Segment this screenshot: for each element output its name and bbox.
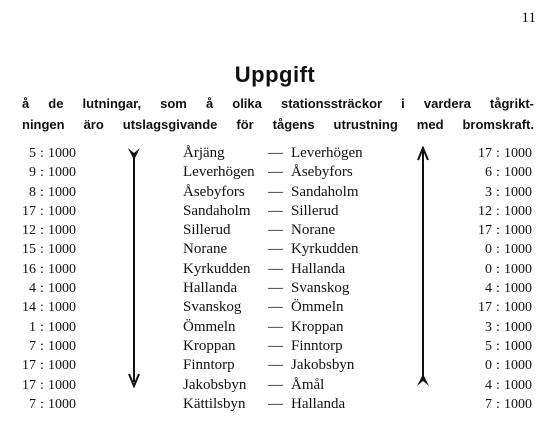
- left-gradient: [14, 337, 86, 356]
- table-row: [0, 163, 550, 182]
- left-gradient-denominator: 1000: [48, 184, 76, 200]
- left-gradient-denominator: 1000: [48, 300, 76, 316]
- station-from: Kyrkudden: [183, 260, 251, 277]
- right-gradient: [470, 163, 542, 182]
- left-gradient-numerator: 15: [22, 242, 36, 258]
- station-from: Åsebyfors: [183, 183, 245, 200]
- station-separator: —: [268, 299, 283, 316]
- ratio-colon: :: [40, 358, 44, 374]
- ratio-colon: :: [496, 377, 500, 393]
- left-gradient-numerator: 8: [29, 184, 36, 200]
- right-gradient: [470, 318, 542, 337]
- left-gradient-numerator: 17: [22, 203, 36, 219]
- station-from: Kroppan: [183, 337, 236, 354]
- ratio-colon: :: [496, 146, 500, 161]
- right-gradient-denominator: 1000: [504, 184, 532, 200]
- left-gradient-numerator: 7: [29, 338, 36, 354]
- station-to: Åsebyfors: [291, 164, 353, 181]
- table-row: [0, 144, 550, 163]
- ratio-colon: :: [40, 396, 44, 412]
- right-gradient-denominator: 1000: [504, 242, 532, 258]
- right-gradient-numerator: 17: [478, 223, 492, 239]
- right-gradient-numerator: 4: [485, 377, 492, 393]
- left-gradient: [14, 163, 86, 182]
- ratio-colon: :: [496, 281, 500, 297]
- station-to: Svanskog: [291, 280, 350, 297]
- ratio-colon: :: [496, 300, 500, 316]
- left-gradient-numerator: 7: [29, 396, 36, 412]
- right-gradient: [470, 395, 542, 414]
- station-to: Hallanda: [291, 260, 346, 277]
- right-gradient-numerator: 0: [485, 261, 492, 277]
- left-gradient-numerator: 14: [22, 300, 36, 316]
- right-gradient-numerator: 4: [485, 281, 492, 297]
- left-gradient-denominator: 1000: [48, 165, 76, 181]
- station-from: Årjäng: [183, 145, 225, 161]
- left-gradient-denominator: 1000: [48, 358, 76, 374]
- right-gradient-denominator: 1000: [504, 319, 532, 335]
- table-row: [0, 395, 550, 414]
- ratio-colon: :: [40, 338, 44, 354]
- left-gradient: [14, 376, 86, 395]
- station-to: Åmål: [291, 376, 325, 393]
- left-gradient-numerator: 12: [22, 223, 36, 239]
- right-gradient: [470, 183, 542, 202]
- right-gradient: [470, 279, 542, 298]
- left-gradient-denominator: 1000: [48, 338, 76, 354]
- station-separator: —: [268, 241, 283, 258]
- right-gradient: [470, 356, 542, 375]
- ratio-colon: :: [496, 223, 500, 239]
- left-gradient-denominator: 1000: [48, 203, 76, 219]
- station-from: Kättilsbyn: [183, 395, 246, 412]
- ratio-colon: :: [40, 261, 44, 277]
- ratio-colon: :: [496, 165, 500, 181]
- station-from: Hallanda: [183, 280, 238, 297]
- left-gradient: [14, 240, 86, 259]
- right-gradient-denominator: 1000: [504, 300, 532, 316]
- station-from: Norane: [183, 241, 228, 258]
- ratio-colon: :: [40, 223, 44, 239]
- table-row: [0, 260, 550, 279]
- left-gradient-numerator: 17: [22, 358, 36, 374]
- right-gradient-numerator: 3: [485, 184, 492, 200]
- station-separator: —: [268, 318, 283, 335]
- ratio-colon: :: [40, 281, 44, 297]
- table-row: [0, 318, 550, 337]
- left-gradient: [14, 298, 86, 317]
- ratio-colon: :: [496, 184, 500, 200]
- left-gradient: [14, 395, 86, 414]
- ratio-colon: :: [40, 377, 44, 393]
- right-gradient-numerator: 0: [485, 358, 492, 374]
- left-gradient-numerator: 16: [22, 261, 36, 277]
- left-gradient-numerator: 1: [29, 319, 36, 335]
- left-gradient-denominator: 1000: [48, 377, 76, 393]
- table-row: [0, 376, 550, 395]
- right-gradient-numerator: 17: [478, 146, 492, 161]
- station-to: Ömmeln: [291, 299, 344, 316]
- right-gradient-denominator: 1000: [504, 146, 532, 161]
- right-gradient-denominator: 1000: [504, 281, 532, 297]
- right-gradient-numerator: 3: [485, 319, 492, 335]
- station-separator: —: [268, 145, 283, 161]
- left-gradient-numerator: 4: [29, 281, 36, 297]
- right-gradient-denominator: 1000: [504, 261, 532, 277]
- ratio-colon: :: [496, 203, 500, 219]
- ratio-colon: :: [496, 319, 500, 335]
- left-gradient: [14, 356, 86, 375]
- table-row: [0, 240, 550, 259]
- left-gradient-denominator: 1000: [48, 223, 76, 239]
- ratio-colon: :: [40, 146, 44, 161]
- ratio-colon: :: [40, 184, 44, 200]
- left-gradient-denominator: 1000: [48, 396, 76, 412]
- left-gradient: [14, 221, 86, 240]
- station-from: Sandaholm: [183, 202, 251, 219]
- left-gradient-denominator: 1000: [48, 281, 76, 297]
- left-gradient-denominator: 1000: [48, 319, 76, 335]
- table-row: [0, 356, 550, 375]
- station-separator: —: [268, 222, 283, 239]
- ratio-colon: :: [496, 358, 500, 374]
- left-gradient: [14, 183, 86, 202]
- ratio-colon: :: [40, 242, 44, 258]
- subtitle-line-2: ningen äro utslagsgivande för tågens utrustning med bromskraft.: [22, 117, 534, 132]
- station-to: Kyrkudden: [291, 241, 359, 258]
- left-gradient: [14, 318, 86, 337]
- right-gradient-denominator: 1000: [504, 396, 532, 412]
- ratio-colon: :: [40, 165, 44, 181]
- ratio-colon: :: [496, 396, 500, 412]
- table-row: [0, 279, 550, 298]
- right-gradient-denominator: 1000: [504, 377, 532, 393]
- station-separator: —: [268, 183, 283, 200]
- left-gradient: [14, 279, 86, 298]
- station-to: Hallanda: [291, 395, 346, 412]
- left-gradient-denominator: 1000: [48, 261, 76, 277]
- table-row: [0, 221, 550, 240]
- station-from: Ömmeln: [183, 318, 236, 335]
- left-gradient-numerator: 17: [22, 377, 36, 393]
- subtitle-line-1: å de lutningar, som å olika stationssträckor i vardera tågrikt-: [22, 96, 534, 111]
- right-gradient: [470, 260, 542, 279]
- ratio-colon: :: [40, 203, 44, 219]
- right-gradient-denominator: 1000: [504, 338, 532, 354]
- right-gradient: [470, 337, 542, 356]
- page-number: 11: [521, 10, 536, 26]
- station-separator: —: [268, 202, 283, 219]
- page-title: Uppgift: [234, 62, 316, 87]
- table-row: [0, 337, 550, 356]
- station-from: Jakobsbyn: [183, 376, 247, 393]
- ratio-colon: :: [40, 300, 44, 316]
- ratio-colon: :: [496, 338, 500, 354]
- right-gradient: [470, 202, 542, 221]
- table-row: [0, 183, 550, 202]
- right-gradient-denominator: 1000: [504, 203, 532, 219]
- station-separator: —: [268, 260, 283, 277]
- right-gradient-numerator: 17: [478, 300, 492, 316]
- station-from: Finntorp: [183, 357, 235, 374]
- ratio-colon: :: [496, 242, 500, 258]
- right-gradient-denominator: 1000: [504, 223, 532, 239]
- right-gradient-numerator: 5: [485, 338, 492, 354]
- ratio-colon: :: [496, 261, 500, 277]
- left-gradient-denominator: 1000: [48, 242, 76, 258]
- station-to: Kroppan: [291, 318, 344, 335]
- table-row: [0, 298, 550, 317]
- left-gradient: [14, 144, 86, 163]
- gradient-table: [0, 144, 550, 414]
- right-gradient-numerator: 0: [485, 242, 492, 258]
- left-gradient: [14, 260, 86, 279]
- station-to: Norane: [291, 222, 336, 239]
- station-separator: —: [268, 376, 283, 393]
- right-gradient: [470, 376, 542, 395]
- right-gradient: [470, 144, 542, 163]
- left-gradient-denominator: 1000: [48, 146, 76, 161]
- right-gradient: [470, 298, 542, 317]
- station-to: Jakobsbyn: [291, 357, 355, 374]
- station-to: Sillerud: [291, 202, 339, 219]
- left-gradient: [14, 202, 86, 221]
- ratio-colon: :: [40, 319, 44, 335]
- station-from: Leverhögen: [183, 164, 255, 181]
- station-separator: —: [268, 280, 283, 297]
- station-to: Sandaholm: [291, 183, 359, 200]
- right-gradient-denominator: 1000: [504, 358, 532, 374]
- right-gradient-numerator: 7: [485, 396, 492, 412]
- right-gradient-numerator: 12: [478, 203, 492, 219]
- left-gradient-numerator: 5: [29, 146, 36, 161]
- right-gradient: [470, 221, 542, 240]
- station-separator: —: [268, 337, 283, 354]
- station-from: Sillerud: [183, 222, 231, 239]
- station-to: Finntorp: [291, 337, 343, 354]
- right-gradient-numerator: 6: [485, 165, 492, 181]
- left-gradient-numerator: 9: [29, 165, 36, 181]
- right-gradient: [470, 240, 542, 259]
- station-to: Leverhögen: [291, 145, 363, 161]
- table-row: [0, 202, 550, 221]
- right-gradient-denominator: 1000: [504, 165, 532, 181]
- station-from: Svanskog: [183, 299, 242, 316]
- station-separator: —: [268, 395, 283, 412]
- station-separator: —: [268, 164, 283, 181]
- station-separator: —: [268, 357, 283, 374]
